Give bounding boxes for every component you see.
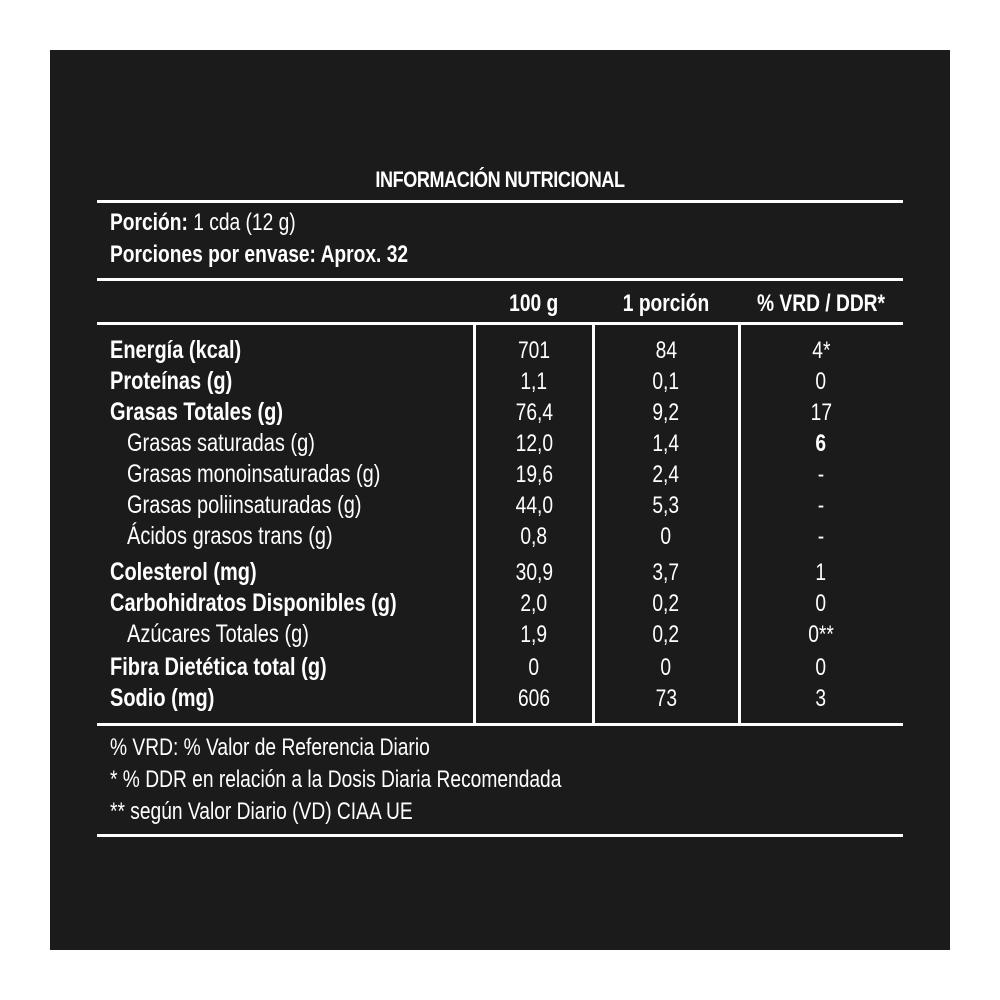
- row-sodium-100g: 606: [517, 685, 551, 712]
- portions-per-pack: Porciones por envase: Aprox. 32: [110, 241, 409, 268]
- row-total-fat-vrd: 17: [810, 399, 832, 426]
- row-energy-vrd: 4*: [811, 337, 831, 364]
- row-energy-100g: 701: [517, 337, 551, 364]
- row-polyunsaturated-fat-portion: 5,3: [652, 492, 680, 519]
- header-portion: 1 porción: [622, 290, 710, 317]
- divider-bottom-table: [97, 723, 903, 726]
- row-label-total-fat: Grasas Totales (g): [110, 398, 284, 426]
- row-total-fat-portion: 9,2: [652, 399, 680, 426]
- portion-line: [110, 207, 296, 239]
- row-fiber-portion: 0: [660, 654, 672, 681]
- row-sodium-portion: 73: [655, 685, 677, 712]
- row-saturated-fat-portion: 1,4: [652, 430, 680, 457]
- row-carbohydrates-vrd: 0: [815, 590, 827, 617]
- row-label-trans-fat: Ácidos grasos trans (g): [127, 522, 333, 550]
- row-polyunsaturated-fat-100g: 44,0: [515, 492, 553, 519]
- row-sugars-portion: 0,2: [652, 621, 680, 648]
- header-vrd: % VRD / DDR*: [756, 290, 886, 317]
- row-sodium-vrd: 3: [815, 685, 827, 712]
- row-sugars-vrd: 0**: [808, 621, 834, 648]
- footnote-vrd: % VRD: % Valor de Referencia Diario: [110, 734, 430, 761]
- row-cholesterol-100g: 30,9: [515, 559, 553, 586]
- row-carbohydrates-portion: 0,2: [652, 590, 680, 617]
- row-energy-portion: 84: [655, 337, 677, 364]
- nutrition-panel: [50, 50, 950, 950]
- portion-label: Porción:: [110, 209, 188, 236]
- row-protein-100g: 1,1: [520, 368, 548, 395]
- row-trans-fat-portion: 0: [660, 523, 672, 550]
- divider-header: [97, 322, 903, 325]
- row-carbohydrates-100g: 2,0: [520, 590, 548, 617]
- row-label-fiber: Fibra Dietética total (g): [110, 653, 327, 681]
- row-cholesterol-vrd: 1: [815, 559, 827, 586]
- portion-value: 1 cda (12 g): [187, 209, 296, 236]
- footnote-vd: ** según Valor Diario (VD) CIAA UE: [110, 798, 413, 825]
- divider-top: [97, 200, 903, 203]
- divider-portion: [97, 278, 903, 281]
- row-monounsaturated-fat-vrd: -: [817, 461, 825, 488]
- row-label-sodium: Sodio (mg): [110, 684, 215, 712]
- row-label-cholesterol: Colesterol (mg): [110, 558, 257, 586]
- row-sugars-100g: 1,9: [520, 621, 548, 648]
- row-trans-fat-100g: 0,8: [520, 523, 548, 550]
- row-label-protein: Proteínas (g): [110, 367, 233, 395]
- row-label-carbohydrates: Carbohidratos Disponibles (g): [110, 589, 397, 617]
- nutrition-title: INFORMACIÓN NUTRICIONAL: [375, 167, 625, 192]
- footnote-ddr: * % DDR en relación a la Dosis Diaria Recomendada: [110, 766, 562, 793]
- header-100g: 100 g: [509, 290, 559, 317]
- row-saturated-fat-100g: 12,0: [515, 430, 553, 457]
- row-monounsaturated-fat-portion: 2,4: [652, 461, 680, 488]
- row-label-saturated-fat: Grasas saturadas (g): [127, 429, 315, 457]
- row-label-polyunsaturated-fat: Grasas poliinsaturadas (g): [127, 491, 362, 519]
- row-protein-vrd: 0: [815, 368, 827, 395]
- row-trans-fat-vrd: -: [817, 523, 825, 550]
- row-label-energy: Energía (kcal): [110, 336, 242, 364]
- divider-footer: [97, 834, 903, 837]
- row-fiber-vrd: 0: [815, 654, 827, 681]
- row-total-fat-100g: 76,4: [515, 399, 553, 426]
- row-polyunsaturated-fat-vrd: -: [817, 492, 825, 519]
- row-saturated-fat-vrd: 6: [815, 430, 827, 457]
- row-label-monounsaturated-fat: Grasas monoinsaturadas (g): [127, 460, 381, 488]
- row-protein-portion: 0,1: [652, 368, 680, 395]
- row-cholesterol-portion: 3,7: [652, 559, 680, 586]
- row-label-sugars: Azúcares Totales (g): [127, 620, 309, 648]
- row-fiber-100g: 0: [528, 654, 540, 681]
- row-monounsaturated-fat-100g: 19,6: [515, 461, 553, 488]
